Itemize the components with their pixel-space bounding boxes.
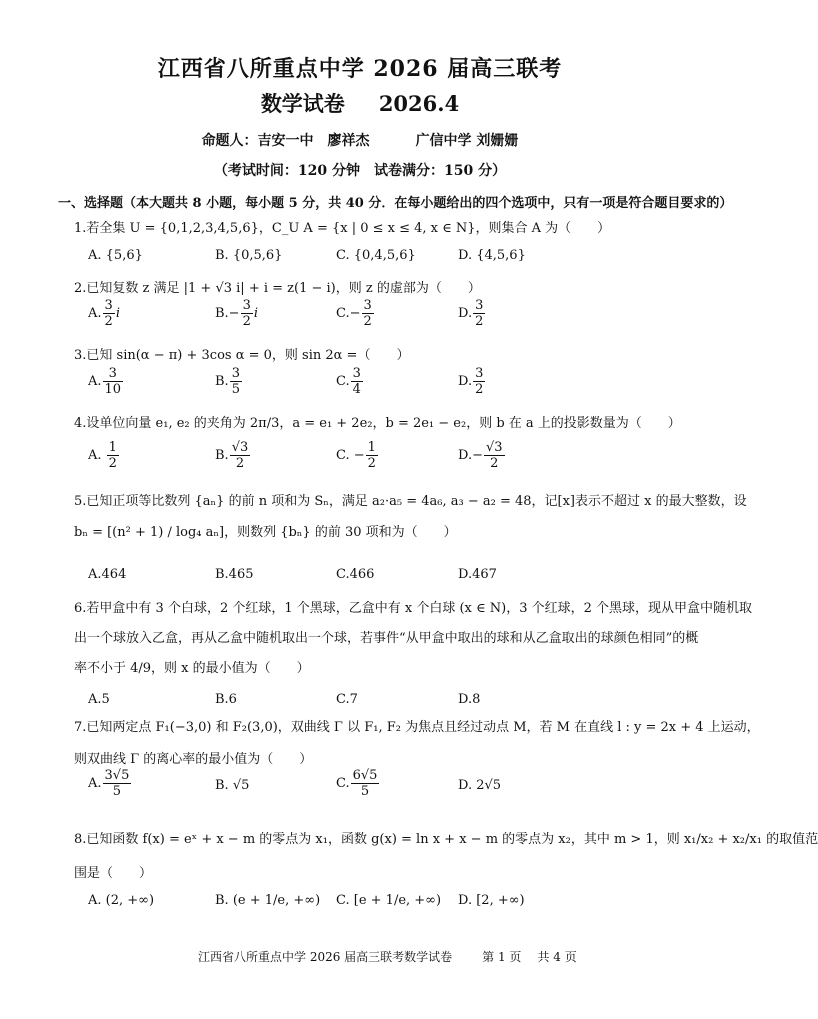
fraction: $\frac{3}{2}$ xyxy=(363,298,372,329)
exam-title: 江西省八所重点中学 2026 届高三联考 xyxy=(157,56,563,82)
option-label: A. xyxy=(88,306,102,321)
q8-option-b[interactable]: B. (e + 1/e, +∞) xyxy=(215,893,321,908)
footer-page: 第 1 页 xyxy=(482,950,522,964)
option-label: B. xyxy=(215,448,229,463)
q3-option-a[interactable] xyxy=(88,366,124,397)
q6-option-a[interactable]: A.5 xyxy=(88,692,110,707)
q3-option-d[interactable] xyxy=(458,366,486,397)
fraction: $\frac{6√5}{5}$ xyxy=(352,768,378,799)
q8-option-d[interactable]: D. [2, +∞) xyxy=(458,893,525,908)
option-label: D. xyxy=(458,374,473,389)
q2-option-a[interactable] xyxy=(88,298,120,329)
exam-subtitle xyxy=(0,88,720,118)
fraction: $\frac{3√5}{5}$ xyxy=(104,768,130,799)
question-1-text: 1.若全集 U = {0,1,2,3,4,5,6}，C_U A = {x | 0 ≤ x ≤ 4, x ∈ N}，则集合 A 为（ ） xyxy=(74,221,611,236)
imag-unit: i xyxy=(115,306,120,321)
question-7-line-2: 则双曲线 Γ 的离心率的最小值为（ ） xyxy=(74,752,313,767)
q7-option-a[interactable] xyxy=(88,768,132,799)
fraction: $\frac{3}{2}$ xyxy=(104,298,113,329)
q2-option-b[interactable] xyxy=(215,298,258,329)
q6-option-d[interactable]: D.8 xyxy=(458,692,481,707)
q4-option-c[interactable] xyxy=(336,440,379,471)
fraction: $\frac{3}{2}$ xyxy=(475,366,484,397)
q5-option-d[interactable]: D.467 xyxy=(458,567,497,582)
q1-option-c[interactable]: C. {0,4,5,6} xyxy=(336,248,416,263)
q8-option-a[interactable]: A. (2, +∞) xyxy=(88,893,155,908)
question-3-text: 3.已知 sin(α − π) + 3cos α = 0，则 sin 2α =（ ） xyxy=(74,348,410,363)
author-2: 广信中学 刘姗姗 xyxy=(415,133,519,149)
section-heading: 一、选择题（本大题共 8 小题，每小题 5 分，共 40 分．在每小题给出的四个选项中，只有一项是符合题目要求的） xyxy=(58,196,733,211)
question-6-line-2: 出一个球放入乙盒，再从乙盒中随机取出一个球，若事件“从甲盒中取出的球和从乙盒取出的球颜色相同”的概 xyxy=(74,631,699,646)
question-2-text: 2.已知复数 z 满足 |1 + √3 i| + i = z(1 − i)，则 z 的虚部为（ ） xyxy=(74,281,481,296)
exam-date: 2026.4 xyxy=(378,91,460,116)
q5-option-b[interactable]: B.465 xyxy=(215,567,254,582)
q3-option-b[interactable] xyxy=(215,366,243,397)
fraction: $\frac{3}{4}$ xyxy=(352,366,361,397)
q7-option-c[interactable] xyxy=(336,768,380,799)
fraction: $\frac{3}{5}$ xyxy=(231,366,240,397)
option-label: A. xyxy=(88,448,106,463)
question-6-line-3: 率不小于 4/9，则 x 的最小值为（ ） xyxy=(74,661,310,676)
q8-option-c[interactable]: C. [e + 1/e, +∞) xyxy=(336,893,442,908)
footer-title: 江西省八所重点中学 2026 届高三联考数学试卷 xyxy=(198,950,453,964)
q1-option-a[interactable]: A. {5,6} xyxy=(88,248,143,263)
fraction: $\frac{√3}{2}$ xyxy=(231,440,249,471)
imag-unit: i xyxy=(253,306,259,321)
option-label: A. xyxy=(88,374,102,389)
option-label: C. xyxy=(336,374,350,389)
q6-option-c[interactable]: C.7 xyxy=(336,692,358,707)
option-label: A. xyxy=(88,776,102,791)
q3-option-c[interactable] xyxy=(336,366,364,397)
q7-option-d[interactable]: D. 2√5 xyxy=(458,778,502,793)
q4-option-b[interactable] xyxy=(215,440,251,471)
option-label: B.− xyxy=(215,306,240,321)
fraction: $\frac{3}{10}$ xyxy=(104,366,122,397)
option-label: D.− xyxy=(458,448,483,463)
question-8-line-1: 8.已知函数 f(x) = eˣ + x − m 的零点为 x₁，函数 g(x) = ln x + x − m 的零点为 x₂，其中 m > 1，则 x₁/x₂ + x₂/x₁ 的取值范 xyxy=(74,832,818,847)
fraction: $\frac{1}{2}$ xyxy=(367,440,376,471)
q4-option-a[interactable] xyxy=(88,440,120,471)
q7-option-b[interactable]: B. √5 xyxy=(215,778,250,793)
question-7-line-1: 7.已知两定点 F₁(−3,0) 和 F₂(3,0)，双曲线 Γ 以 F₁, F₂ 为焦点且经过动点 M，若 M 在直线 l : y = 2x + 4 上运动， xyxy=(74,720,760,735)
footer-total: 共 4 页 xyxy=(537,950,577,964)
option-label: C.− xyxy=(336,306,361,321)
q1-option-b[interactable]: B. {0,5,6} xyxy=(215,248,283,263)
option-label: C. xyxy=(336,776,350,791)
fraction: $\frac{1}{2}$ xyxy=(108,440,117,471)
q1-option-d[interactable]: D. {4,5,6} xyxy=(458,248,526,263)
fraction: $\frac{3}{2}$ xyxy=(475,298,484,329)
exam-info: （考试时间：120 分钟 试卷满分：150 分） xyxy=(213,163,507,179)
option-label: C. − xyxy=(336,448,365,463)
authors-line xyxy=(0,130,720,150)
q2-option-c[interactable] xyxy=(336,298,375,329)
page-footer xyxy=(198,948,577,965)
q5-option-a[interactable]: A.464 xyxy=(88,567,127,582)
q4-option-d[interactable] xyxy=(458,440,506,471)
q5-option-c[interactable]: C.466 xyxy=(336,567,375,582)
question-5-line-1: 5.已知正项等比数列 {aₙ} 的前 n 项和为 Sₙ，满足 a₂·a₅ = 4a₆, a₃ − a₂ = 48，记[x]表示不超过 x 的最大整数，设 xyxy=(74,494,747,509)
fraction: $\frac{√3}{2}$ xyxy=(485,440,503,471)
question-4-text: 4.设单位向量 e₁, e₂ 的夹角为 2π/3，a = e₁ + 2e₂，b = 2e₁ − e₂，则 b 在 a 上的投影数量为（ ） xyxy=(74,416,681,431)
q6-option-b[interactable]: B.6 xyxy=(215,692,237,707)
q2-option-d[interactable] xyxy=(458,298,486,329)
fraction: $\frac{3}{2}$ xyxy=(242,298,251,329)
author-1: 命题人：吉安一中 廖祥杰 xyxy=(201,133,370,149)
question-8-line-2: 围是（ ） xyxy=(74,866,153,881)
option-label: D. xyxy=(458,306,473,321)
option-label: B. xyxy=(215,374,229,389)
subject-label: 数学试卷 xyxy=(260,91,345,116)
question-6-line-1: 6.若甲盒中有 3 个白球，2 个红球，1 个黑球，乙盒中有 x 个白球 (x ∈ N)，3 个红球，2 个黑球，现从甲盒中随机取 xyxy=(74,601,753,616)
question-5-line-2: bₙ = [(n² + 1) / log₄ aₙ]，则数列 {bₙ} 的前 30 项和为（ ） xyxy=(74,525,457,540)
